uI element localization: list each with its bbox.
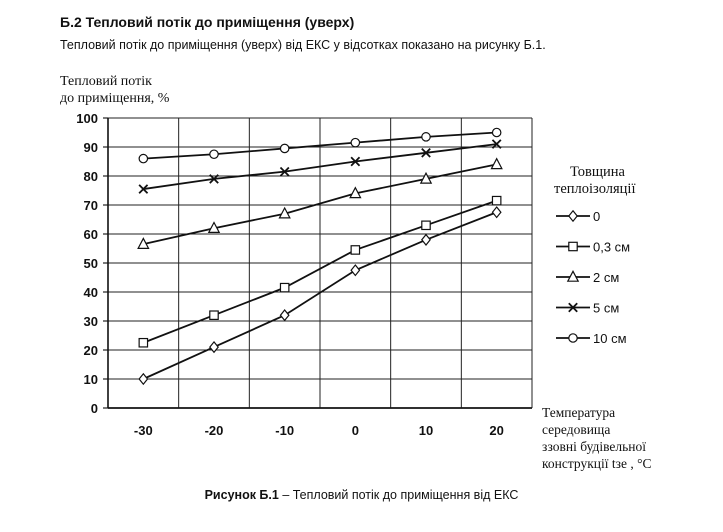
data-point xyxy=(422,133,430,141)
data-point xyxy=(491,159,501,169)
x-tick-label: -30 xyxy=(133,423,153,438)
intro-text: Тепловий потік до приміщення (уверх) від ЕКС у відсотках показано на рисунку Б.1. xyxy=(60,38,546,52)
data-point xyxy=(422,235,430,245)
data-point xyxy=(210,342,218,352)
caption-text: – Тепловий потік до приміщення від ЕКС xyxy=(278,488,519,502)
data-point xyxy=(492,207,500,217)
legend-label: 2 см xyxy=(593,270,620,285)
y-tick-label: 40 xyxy=(83,285,98,300)
figure-caption xyxy=(0,488,723,502)
x-axis-title: Температура середовища ззовні будівельної конструкції tзе , °C xyxy=(542,405,652,471)
y-tick-label: 100 xyxy=(76,111,98,126)
y-tick-label: 30 xyxy=(83,314,98,329)
legend-item xyxy=(556,270,619,285)
legend-title: теплоізоляції xyxy=(554,181,636,197)
legend-marker xyxy=(569,334,577,342)
y-tick-label: 20 xyxy=(83,343,98,358)
data-point xyxy=(492,196,500,204)
y-tick-label: 50 xyxy=(83,256,98,271)
data-point xyxy=(280,283,288,291)
legend-label: 0,3 см xyxy=(593,239,631,255)
data-point xyxy=(139,374,147,384)
data-point xyxy=(351,246,359,254)
data-point xyxy=(351,138,359,146)
data-point xyxy=(492,128,500,136)
x-tick-label: 20 xyxy=(489,423,504,438)
legend-title: Товщина xyxy=(570,164,625,180)
legend-label: 10 см xyxy=(593,331,627,346)
legend-marker xyxy=(569,211,577,221)
x-tick-label: -20 xyxy=(204,423,224,438)
data-point xyxy=(422,221,430,229)
y-tick-label: 10 xyxy=(83,372,98,387)
y-tick-label: 60 xyxy=(83,227,98,242)
data-point xyxy=(210,150,218,158)
section-heading: Б.2 Тепловий потік до приміщення (уверх) xyxy=(60,14,355,30)
legend xyxy=(554,164,635,346)
y-tick-label: 90 xyxy=(83,140,98,155)
y-tick-label: 70 xyxy=(83,198,98,213)
data-point xyxy=(139,154,147,162)
legend-marker xyxy=(569,242,577,250)
data-point xyxy=(139,339,147,347)
legend-item xyxy=(556,301,619,316)
x-tick-label: 10 xyxy=(418,423,434,438)
caption-label: Рисунок Б.1 xyxy=(204,488,279,502)
legend-label: 5 см xyxy=(593,300,620,316)
legend-item xyxy=(556,240,630,255)
legend-label: 0 xyxy=(593,209,601,224)
data-point xyxy=(210,311,218,319)
y-tick-label: 80 xyxy=(83,169,98,184)
data-point xyxy=(351,265,359,275)
legend-item xyxy=(556,209,600,224)
legend-item xyxy=(556,331,627,346)
y-axis-title: Тепловий потік до приміщення, % xyxy=(60,74,170,106)
data-point xyxy=(280,310,288,320)
x-tick-label: -10 xyxy=(275,423,295,438)
data-point xyxy=(280,144,288,152)
y-tick-label: 0 xyxy=(90,401,98,416)
x-tick-label: 0 xyxy=(351,423,359,438)
